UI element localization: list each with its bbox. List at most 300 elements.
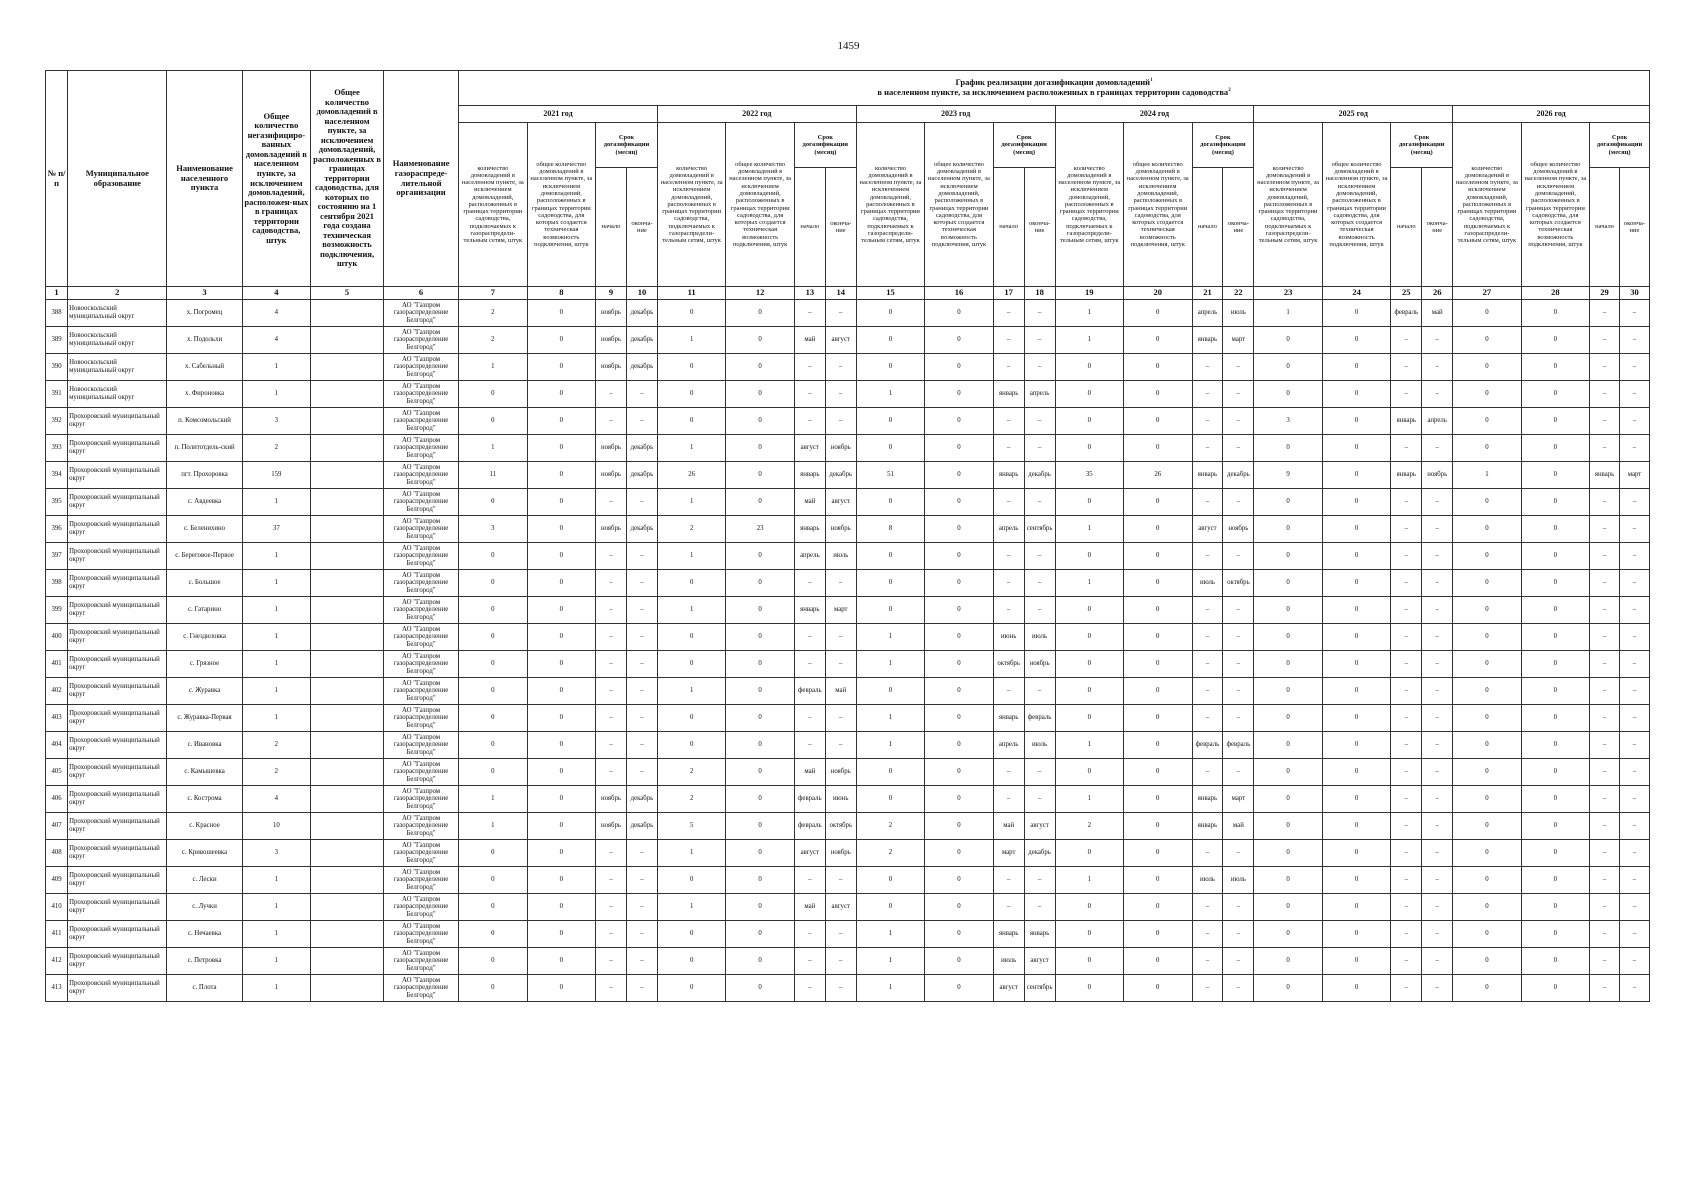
count-cell: 0 bbox=[1453, 597, 1521, 624]
organization: АО "Газпром газораспределение Белгород" bbox=[383, 948, 458, 975]
start-month: – bbox=[1590, 678, 1620, 705]
total-cell: 0 bbox=[1322, 813, 1390, 840]
end-month: декабрь bbox=[825, 462, 856, 489]
organization: АО "Газпром газораспределение Белгород" bbox=[383, 867, 458, 894]
total-cell: 0 bbox=[726, 570, 794, 597]
end-month: – bbox=[1422, 840, 1453, 867]
start-month: ноябрь bbox=[596, 516, 627, 543]
start-month: – bbox=[993, 678, 1024, 705]
total-cell: 0 bbox=[1124, 570, 1192, 597]
count-cell: 0 bbox=[856, 408, 924, 435]
header-municipality: Муниципальное образование bbox=[68, 71, 167, 287]
total-possible bbox=[311, 651, 384, 678]
total-cell: 0 bbox=[1124, 354, 1192, 381]
count-cell: 1 bbox=[856, 705, 924, 732]
total-possible bbox=[311, 408, 384, 435]
start-month: – bbox=[1391, 678, 1422, 705]
start-month: – bbox=[1391, 435, 1422, 462]
count-cell: 11 bbox=[459, 462, 527, 489]
start-month: – bbox=[1590, 489, 1620, 516]
page-number: 1459 bbox=[837, 40, 860, 52]
column-number: 8 bbox=[527, 287, 595, 300]
municipality: Прохоровский муниципальный округ bbox=[68, 408, 167, 435]
start-month: – bbox=[993, 354, 1024, 381]
column-number: 9 bbox=[596, 287, 627, 300]
start-month: – bbox=[1391, 570, 1422, 597]
total-cell: 0 bbox=[1124, 678, 1192, 705]
total-cell: 0 bbox=[925, 570, 993, 597]
total-possible bbox=[311, 948, 384, 975]
count-cell: 0 bbox=[856, 435, 924, 462]
end-month: – bbox=[1422, 543, 1453, 570]
organization: АО "Газпром газораспределение Белгород" bbox=[383, 921, 458, 948]
end-month: – bbox=[1223, 408, 1254, 435]
start-month: – bbox=[1391, 705, 1422, 732]
table-row bbox=[46, 381, 1650, 408]
schedule-title: График реализации догазификации домовладений$^1$ в населенном пункте, за исключением расположенных в границах территории садоводства$^2$ bbox=[459, 71, 1650, 106]
row-number: 404 bbox=[46, 732, 68, 759]
end-month: декабрь bbox=[626, 786, 657, 813]
total-cell: 0 bbox=[527, 840, 595, 867]
end-month: – bbox=[1619, 300, 1649, 327]
municipality: Новооскольский муниципальный округ bbox=[68, 354, 167, 381]
start-month: – bbox=[1391, 624, 1422, 651]
end-month: – bbox=[1619, 327, 1649, 354]
end-month: – bbox=[626, 705, 657, 732]
municipality: Прохоровский муниципальный округ bbox=[68, 732, 167, 759]
start-month: – bbox=[1192, 921, 1223, 948]
start-month: – bbox=[1192, 975, 1223, 1002]
start-month: – bbox=[1391, 732, 1422, 759]
count-cell: 8 bbox=[856, 516, 924, 543]
start-month: февраль bbox=[794, 786, 825, 813]
row-number: 390 bbox=[46, 354, 68, 381]
total-ungasified: 2 bbox=[242, 732, 310, 759]
header-end: оконча-ние bbox=[1223, 168, 1254, 287]
start-month: – bbox=[1391, 975, 1422, 1002]
settlement: х. Фироновка bbox=[167, 381, 242, 408]
total-cell: 0 bbox=[726, 786, 794, 813]
column-number: 30 bbox=[1619, 287, 1649, 300]
start-month: – bbox=[1391, 840, 1422, 867]
start-month: июнь bbox=[993, 624, 1024, 651]
count-cell: 0 bbox=[459, 867, 527, 894]
start-month: – bbox=[1590, 732, 1620, 759]
count-cell: 1 bbox=[657, 435, 725, 462]
count-cell: 0 bbox=[657, 408, 725, 435]
column-number: 4 bbox=[242, 287, 310, 300]
count-cell: 0 bbox=[1254, 867, 1322, 894]
start-month: – bbox=[596, 867, 627, 894]
total-cell: 0 bbox=[726, 651, 794, 678]
total-cell: 0 bbox=[527, 867, 595, 894]
start-month: январь bbox=[993, 381, 1024, 408]
end-month: – bbox=[1619, 354, 1649, 381]
column-number: 2 bbox=[68, 287, 167, 300]
settlement: с. Грязное bbox=[167, 651, 242, 678]
organization: АО "Газпром газораспределение Белгород" bbox=[383, 813, 458, 840]
total-ungasified: 1 bbox=[242, 921, 310, 948]
start-month: март bbox=[993, 840, 1024, 867]
end-month: – bbox=[1024, 489, 1055, 516]
start-month: август bbox=[794, 840, 825, 867]
count-cell: 0 bbox=[657, 975, 725, 1002]
start-month: – bbox=[1391, 786, 1422, 813]
end-month: – bbox=[1223, 624, 1254, 651]
row-number: 392 bbox=[46, 408, 68, 435]
end-month: – bbox=[1422, 813, 1453, 840]
end-month: – bbox=[626, 732, 657, 759]
count-cell: 0 bbox=[1453, 678, 1521, 705]
total-cell: 0 bbox=[1521, 624, 1589, 651]
total-cell: 0 bbox=[1521, 732, 1589, 759]
header-end: оконча-ние bbox=[626, 168, 657, 287]
total-possible bbox=[311, 867, 384, 894]
end-month: – bbox=[1223, 489, 1254, 516]
end-month: – bbox=[1619, 705, 1649, 732]
total-possible bbox=[311, 894, 384, 921]
total-ungasified: 159 bbox=[242, 462, 310, 489]
start-month: февраль bbox=[1391, 300, 1422, 327]
total-cell: 0 bbox=[1322, 732, 1390, 759]
municipality: Прохоровский муниципальный округ bbox=[68, 759, 167, 786]
total-cell: 0 bbox=[1521, 651, 1589, 678]
total-ungasified: 1 bbox=[242, 354, 310, 381]
total-ungasified: 1 bbox=[242, 381, 310, 408]
end-month: март bbox=[825, 597, 856, 624]
start-month: – bbox=[1192, 678, 1223, 705]
total-cell: 0 bbox=[1124, 435, 1192, 462]
start-month: – bbox=[794, 651, 825, 678]
end-month: март bbox=[1223, 786, 1254, 813]
end-month: – bbox=[626, 624, 657, 651]
start-month: ноябрь bbox=[596, 354, 627, 381]
end-month: декабрь bbox=[1024, 462, 1055, 489]
start-month: – bbox=[993, 543, 1024, 570]
total-cell: 0 bbox=[527, 975, 595, 1002]
organization: АО "Газпром газораспределение Белгород" bbox=[383, 759, 458, 786]
total-cell: 0 bbox=[1322, 759, 1390, 786]
total-cell: 0 bbox=[925, 678, 993, 705]
end-month: – bbox=[626, 894, 657, 921]
total-possible bbox=[311, 840, 384, 867]
end-month: – bbox=[1223, 705, 1254, 732]
count-cell: 0 bbox=[657, 705, 725, 732]
total-cell: 0 bbox=[1124, 543, 1192, 570]
start-month: май bbox=[794, 894, 825, 921]
municipality: Прохоровский муниципальный округ bbox=[68, 948, 167, 975]
end-month: – bbox=[1422, 921, 1453, 948]
end-month: июль bbox=[1223, 867, 1254, 894]
end-month: – bbox=[1422, 354, 1453, 381]
count-cell: 0 bbox=[1453, 840, 1521, 867]
end-month: – bbox=[1619, 840, 1649, 867]
total-cell: 0 bbox=[1322, 354, 1390, 381]
count-cell: 0 bbox=[459, 705, 527, 732]
total-cell: 0 bbox=[726, 300, 794, 327]
header-settlement: Наименование населенного пункта bbox=[167, 71, 242, 287]
count-cell: 1 bbox=[1055, 516, 1123, 543]
end-month: декабрь bbox=[1223, 462, 1254, 489]
municipality: Прохоровский муниципальный округ bbox=[68, 570, 167, 597]
total-cell: 0 bbox=[1322, 570, 1390, 597]
organization: АО "Газпром газораспределение Белгород" bbox=[383, 975, 458, 1002]
start-month: – bbox=[1391, 759, 1422, 786]
end-month: – bbox=[1024, 543, 1055, 570]
total-cell: 0 bbox=[925, 624, 993, 651]
count-cell: 0 bbox=[1055, 354, 1123, 381]
total-possible bbox=[311, 975, 384, 1002]
total-cell: 0 bbox=[1322, 651, 1390, 678]
year-header: 2024 год bbox=[1055, 106, 1254, 123]
total-cell: 0 bbox=[1322, 327, 1390, 354]
total-cell: 0 bbox=[925, 894, 993, 921]
row-number: 389 bbox=[46, 327, 68, 354]
end-month: – bbox=[1422, 759, 1453, 786]
table-row bbox=[46, 921, 1650, 948]
count-cell: 0 bbox=[1453, 300, 1521, 327]
count-cell: 0 bbox=[1453, 921, 1521, 948]
municipality: Прохоровский муниципальный округ bbox=[68, 435, 167, 462]
table-row bbox=[46, 948, 1650, 975]
end-month: – bbox=[1024, 354, 1055, 381]
table-row bbox=[46, 867, 1650, 894]
count-cell: 1 bbox=[459, 786, 527, 813]
total-possible bbox=[311, 381, 384, 408]
end-month: – bbox=[1619, 867, 1649, 894]
total-ungasified: 1 bbox=[242, 543, 310, 570]
start-month: июль bbox=[993, 948, 1024, 975]
organization: АО "Газпром газораспределение Белгород" bbox=[383, 516, 458, 543]
count-cell: 0 bbox=[1254, 327, 1322, 354]
end-month: – bbox=[825, 408, 856, 435]
start-month: – bbox=[1192, 435, 1223, 462]
header-term: Срок догазификации (месяц) bbox=[1590, 123, 1650, 168]
organization: АО "Газпром газораспределение Белгород" bbox=[383, 489, 458, 516]
total-cell: 0 bbox=[1124, 516, 1192, 543]
total-cell: 0 bbox=[527, 732, 595, 759]
count-cell: 0 bbox=[856, 543, 924, 570]
header-count: количество домовладений в населенном пункте, за исключением домовладений, расположенных в границах территории садоводства, подключаемых к газораспредели-тельным сетям, штук bbox=[1453, 123, 1521, 287]
start-month: – bbox=[1192, 381, 1223, 408]
table-row bbox=[46, 813, 1650, 840]
start-month: июль bbox=[1192, 570, 1223, 597]
end-month: – bbox=[1223, 597, 1254, 624]
column-number: 20 bbox=[1124, 287, 1192, 300]
start-month: – bbox=[1590, 921, 1620, 948]
total-cell: 0 bbox=[1322, 381, 1390, 408]
count-cell: 0 bbox=[459, 543, 527, 570]
start-month: – bbox=[794, 624, 825, 651]
end-month: – bbox=[1422, 516, 1453, 543]
column-number: 23 bbox=[1254, 287, 1322, 300]
count-cell: 0 bbox=[1055, 597, 1123, 624]
table-row bbox=[46, 543, 1650, 570]
total-ungasified: 1 bbox=[242, 651, 310, 678]
count-cell: 0 bbox=[1055, 921, 1123, 948]
end-month: декабрь bbox=[626, 354, 657, 381]
table-row bbox=[46, 732, 1650, 759]
start-month: – bbox=[993, 597, 1024, 624]
end-month: – bbox=[1619, 408, 1649, 435]
end-month: – bbox=[1422, 327, 1453, 354]
count-cell: 0 bbox=[1055, 435, 1123, 462]
total-cell: 0 bbox=[1521, 867, 1589, 894]
count-cell: 0 bbox=[1055, 489, 1123, 516]
count-cell: 0 bbox=[459, 489, 527, 516]
total-cell: 0 bbox=[1124, 813, 1192, 840]
column-number: 6 bbox=[383, 287, 458, 300]
count-cell: 0 bbox=[1453, 327, 1521, 354]
start-month: – bbox=[993, 570, 1024, 597]
count-cell: 0 bbox=[1453, 813, 1521, 840]
count-cell: 0 bbox=[1254, 732, 1322, 759]
end-month: – bbox=[825, 354, 856, 381]
end-month: – bbox=[1024, 597, 1055, 624]
settlement: с. Камышевка bbox=[167, 759, 242, 786]
organization: АО "Газпром газораспределение Белгород" bbox=[383, 354, 458, 381]
end-month: декабрь bbox=[1024, 840, 1055, 867]
total-cell: 0 bbox=[726, 867, 794, 894]
total-cell: 0 bbox=[925, 948, 993, 975]
end-month: ноябрь bbox=[1024, 651, 1055, 678]
total-cell: 0 bbox=[726, 489, 794, 516]
count-cell: 1 bbox=[1055, 867, 1123, 894]
organization: АО "Газпром газораспределение Белгород" bbox=[383, 570, 458, 597]
end-month: – bbox=[825, 624, 856, 651]
count-cell: 5 bbox=[657, 813, 725, 840]
count-cell: 0 bbox=[1055, 381, 1123, 408]
organization: АО "Газпром газораспределение Белгород" bbox=[383, 543, 458, 570]
count-cell: 0 bbox=[459, 381, 527, 408]
total-cell: 0 bbox=[925, 516, 993, 543]
count-cell: 0 bbox=[1453, 354, 1521, 381]
end-month: сентябрь bbox=[1024, 516, 1055, 543]
total-cell: 0 bbox=[1124, 732, 1192, 759]
total-ungasified: 37 bbox=[242, 516, 310, 543]
start-month: – bbox=[1192, 408, 1223, 435]
count-cell: 0 bbox=[856, 300, 924, 327]
year-header: 2026 год bbox=[1453, 106, 1650, 123]
end-month: – bbox=[825, 570, 856, 597]
end-month: – bbox=[1422, 705, 1453, 732]
start-month: – bbox=[1391, 813, 1422, 840]
start-month: – bbox=[596, 975, 627, 1002]
end-month: – bbox=[626, 489, 657, 516]
count-cell: 1 bbox=[657, 327, 725, 354]
header-count: количество домовладений в населенном пункте, за исключением домовладений, расположенных в границах территории садоводства, подключаемых к газораспредели-тельным сетям, штук bbox=[657, 123, 725, 287]
start-month: ноябрь bbox=[596, 813, 627, 840]
end-month: – bbox=[1024, 759, 1055, 786]
total-cell: 0 bbox=[1124, 651, 1192, 678]
count-cell: 0 bbox=[1453, 489, 1521, 516]
header-total: общее количество домовладений в населенном пункте, за исключением домовладений, расположенных в границах территории садоводства, для которых создается техническая возможность подключения, штук bbox=[1521, 123, 1589, 287]
total-cell: 0 bbox=[527, 489, 595, 516]
count-cell: 0 bbox=[1453, 894, 1521, 921]
table-row bbox=[46, 408, 1650, 435]
total-cell: 0 bbox=[527, 651, 595, 678]
schedule-title-line2: в населенном пункте, за исключением расположенных в границах территории садоводства bbox=[877, 87, 1229, 97]
count-cell: 0 bbox=[1254, 381, 1322, 408]
end-month: – bbox=[825, 948, 856, 975]
row-number: 399 bbox=[46, 597, 68, 624]
settlement: с. Журавка bbox=[167, 678, 242, 705]
end-month: – bbox=[825, 921, 856, 948]
start-month: – bbox=[596, 570, 627, 597]
total-ungasified: 2 bbox=[242, 759, 310, 786]
total-cell: 0 bbox=[925, 300, 993, 327]
total-cell: 0 bbox=[925, 543, 993, 570]
start-month: – bbox=[1192, 948, 1223, 975]
count-cell: 0 bbox=[459, 678, 527, 705]
count-cell: 0 bbox=[657, 867, 725, 894]
count-cell: 0 bbox=[1254, 948, 1322, 975]
end-month: – bbox=[1024, 300, 1055, 327]
count-cell: 0 bbox=[1453, 381, 1521, 408]
total-cell: 0 bbox=[527, 786, 595, 813]
end-month: – bbox=[626, 651, 657, 678]
start-month: – bbox=[993, 408, 1024, 435]
organization: АО "Газпром газораспределение Белгород" bbox=[383, 786, 458, 813]
start-month: – bbox=[596, 597, 627, 624]
count-cell: 0 bbox=[1055, 759, 1123, 786]
end-month: март bbox=[1223, 327, 1254, 354]
year-header: 2025 год bbox=[1254, 106, 1453, 123]
municipality: Прохоровский муниципальный округ bbox=[68, 624, 167, 651]
end-month: – bbox=[1422, 948, 1453, 975]
count-cell: 1 bbox=[856, 624, 924, 651]
organization: АО "Газпром газораспределение Белгород" bbox=[383, 408, 458, 435]
start-month: – bbox=[596, 651, 627, 678]
table-row bbox=[46, 894, 1650, 921]
start-month: – bbox=[596, 624, 627, 651]
end-month: – bbox=[626, 570, 657, 597]
start-month: – bbox=[596, 381, 627, 408]
total-cell: 0 bbox=[925, 867, 993, 894]
row-number: 400 bbox=[46, 624, 68, 651]
municipality: Прохоровский муниципальный округ bbox=[68, 705, 167, 732]
count-cell: 1 bbox=[856, 651, 924, 678]
count-cell: 3 bbox=[1254, 408, 1322, 435]
count-cell: 0 bbox=[1055, 651, 1123, 678]
total-cell: 0 bbox=[527, 435, 595, 462]
start-month: январь bbox=[1192, 813, 1223, 840]
count-cell: 0 bbox=[856, 597, 924, 624]
start-month: – bbox=[1391, 381, 1422, 408]
count-cell: 0 bbox=[1453, 624, 1521, 651]
start-month: – bbox=[794, 381, 825, 408]
total-possible bbox=[311, 570, 384, 597]
total-cell: 0 bbox=[1124, 894, 1192, 921]
count-cell: 1 bbox=[459, 813, 527, 840]
total-cell: 0 bbox=[726, 840, 794, 867]
count-cell: 1 bbox=[1055, 327, 1123, 354]
total-cell: 0 bbox=[527, 597, 595, 624]
end-month: – bbox=[825, 867, 856, 894]
count-cell: 0 bbox=[657, 624, 725, 651]
end-month: – bbox=[1422, 624, 1453, 651]
header-total-ungasified: Общее количество негазифициро-ванных домовладений в населенном пункте, за исключением домовладений, расположен-ных в границах территории садоводства, штук bbox=[242, 71, 310, 287]
count-cell: 1 bbox=[657, 894, 725, 921]
total-cell: 0 bbox=[726, 462, 794, 489]
total-cell: 0 bbox=[1124, 327, 1192, 354]
end-month: сентябрь bbox=[1024, 975, 1055, 1002]
start-month: – bbox=[794, 732, 825, 759]
count-cell: 0 bbox=[657, 651, 725, 678]
start-month: апрель bbox=[993, 516, 1024, 543]
column-number: 27 bbox=[1453, 287, 1521, 300]
end-month: – bbox=[1024, 435, 1055, 462]
